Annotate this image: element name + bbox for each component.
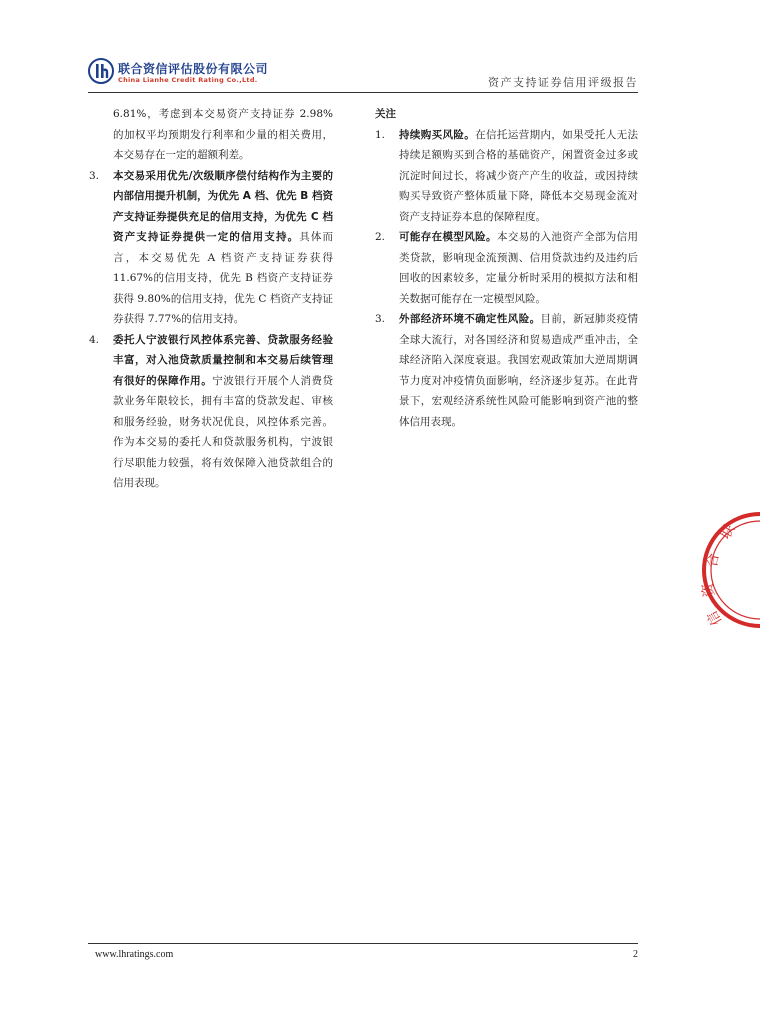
concern-3-heading: 外部经济环境不确定性风险。 — [399, 313, 541, 325]
footer-website: www.lhratings.com — [95, 949, 174, 960]
list-item-3 — [89, 166, 333, 330]
svg-text:联: 联 — [717, 521, 739, 542]
company-name-cn: 联合资信评估股份有限公司 — [118, 62, 269, 76]
header-divider — [88, 92, 638, 93]
svg-text:信: 信 — [704, 607, 726, 628]
company-name-en: China Lianhe Credit Rating Co.,Ltd. — [118, 76, 258, 84]
list-item-number: 2. — [375, 231, 386, 243]
list-item-number: 4. — [89, 333, 100, 346]
item-3-heading: 本交易采用优先/次级顺序偿付结构作为主要的内部信用提升机制，为优先 A 档、优先 B 档资产支持证券提供充足的信用支持，为优先 C 档资产支持证券提供一定的信用支持。 — [113, 169, 333, 243]
item-2-continuation: 6.81%，考虑到本交易资产支持证券 2.98% 的加权平均预期发行利率和少量的相关费用，本交易存在一定的超额利差。 — [113, 108, 333, 161]
concern-1-text: 在信托运营期内，如果受托人无法持续足额购买到合格的基础资产，闲置资金过多或沉淀时间过长，将减少资产产生的收益，或因持续购买导致资产整体质量下降，降低本交易现金流对资产支持证券本息的保障程度。 — [399, 128, 639, 223]
svg-text:合: 合 — [704, 552, 723, 569]
page-number: 2 — [633, 949, 638, 960]
concern-2-text: 本交易的入池资产全部为信用类贷款，影响现金流预测、信用贷款违约及违约后回收的因素较多，定量分析时采用的模拟方法和相关数据可能存在一定模型风险。 — [399, 231, 639, 305]
list-item-concern-1 — [375, 125, 638, 228]
list-item-concern-2 — [375, 227, 638, 309]
section-title-concerns: 关注 — [375, 108, 396, 120]
svg-text:资: 资 — [699, 581, 718, 599]
item-4-text: 宁波银行开展个人消费贷款业务年限较长，拥有丰富的贷款发起、审核和服务经验，财务状况优良，风控体系完善。作为本交易的委托人和贷款服务机构，宁波银行尽职能力较强，将有效保障入池贷款组合的信用表现。 — [113, 374, 334, 489]
concern-3-text: 目前，新冠肺炎疫情全球大流行，对各国经济和贸易造成严重冲击，全球经济陷入深度衰退。我国宏观政策加大逆周期调节力度对冲疫情负面影响，经济逐步复苏。在此背景下，宏观经济系统性风险可能影响到资产池的整体信用表现。 — [399, 313, 639, 428]
left-column — [89, 104, 333, 494]
concern-1-heading: 持续购买风险。 — [399, 128, 476, 141]
concern-2-heading: 可能存在模型风险。 — [399, 231, 497, 243]
list-item-number: 1. — [375, 128, 386, 141]
item-4-heading: 委托人宁波银行风控体系完善、贷款服务经验丰富，对入池贷款质量控制和本交易后续管理有很好的保障作用。 — [113, 333, 333, 387]
item-3-text: 具体而言，本交易优先 A 档资产支持证券获得 11.67%的信用支持，优先 B 档资产支持证券获得 9.80%的信用支持，优先 C 档资产支持证券获得 7.77%的信用支持。 — [113, 231, 334, 325]
page-header — [88, 58, 638, 92]
list-item-4 — [89, 330, 333, 494]
list-item-concern-3 — [375, 309, 638, 432]
company-seal-stamp — [700, 470, 760, 670]
list-item-number: 3. — [375, 313, 386, 325]
lianhe-logo-icon — [88, 58, 114, 84]
footer-divider — [88, 943, 638, 944]
list-item-number: 3. — [89, 169, 100, 182]
right-column — [375, 104, 638, 432]
report-title: 资产支持证券信用评级报告 — [488, 76, 638, 89]
